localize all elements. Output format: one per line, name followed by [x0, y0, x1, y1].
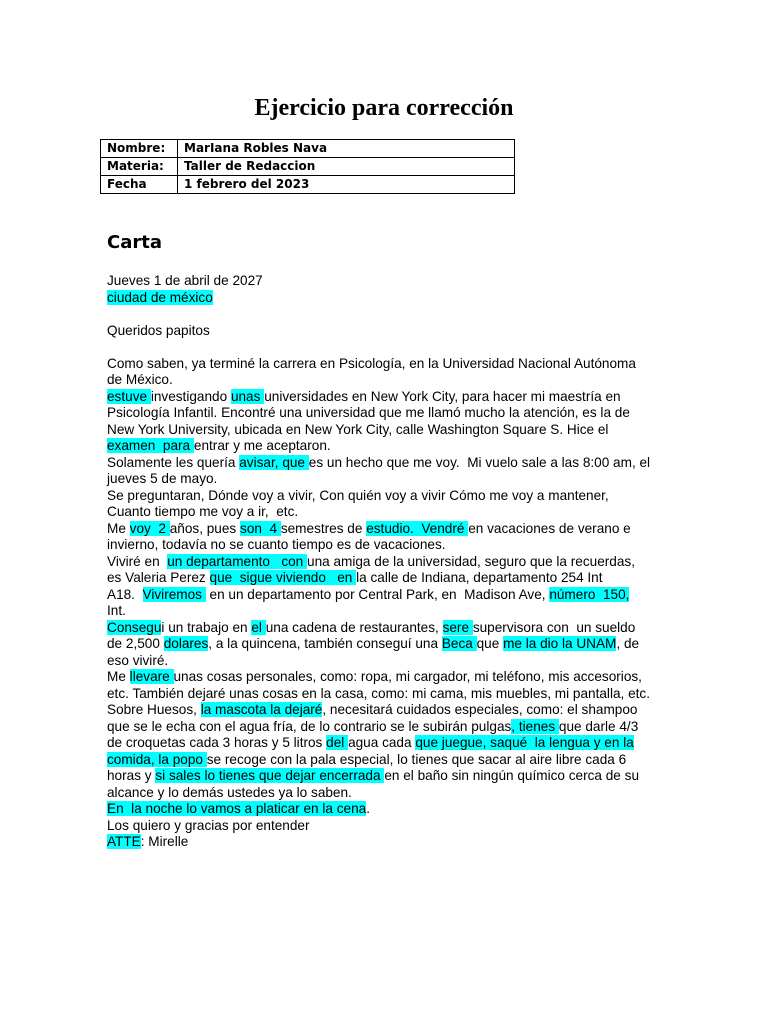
- section-title: Carta: [107, 232, 162, 253]
- letter-text: Psicología Infantil. Encontré una universidad que me llamó mucho la atención, es la de: [107, 405, 630, 420]
- highlighted-text: que sigue viviendo en: [209, 570, 357, 585]
- letter-text: agua cada: [348, 735, 416, 750]
- highlighted-text: el: [251, 619, 266, 635]
- letter-line: [107, 389, 667, 406]
- letter-text: unas cosas personales, como: ropa, mi cargador, mi teléfono, mis accesorios,: [173, 669, 642, 684]
- letter-line: [107, 768, 667, 785]
- letter-line: [107, 356, 667, 373]
- letter-line: [107, 686, 667, 703]
- highlighted-text: un departamento con: [167, 553, 308, 569]
- highlighted-text: examen para: [107, 438, 194, 453]
- letter-text: , a la quincena, también conseguí una: [208, 636, 442, 651]
- highlighted-text: si sales lo tienes que dejar encerrada: [155, 768, 385, 783]
- highlighted-text: sere: [442, 619, 473, 635]
- letter-line: [107, 669, 667, 686]
- letter-text: es Valeria Perez: [107, 570, 210, 585]
- letter-line: [107, 438, 667, 455]
- letter-text: en vacaciones de verano e: [468, 520, 631, 536]
- letter-line: [107, 834, 667, 851]
- highlighted-text: llevare: [129, 669, 174, 684]
- letter-text: de México.: [107, 372, 173, 387]
- highlighted-text: que juegue, saqué la lengua y en la: [415, 735, 634, 750]
- highlighted-text: dolares: [163, 636, 209, 651]
- letter-line: [107, 405, 667, 422]
- letter-text: Me: [107, 669, 130, 684]
- info-value: Taller de Redaccion: [178, 158, 515, 176]
- letter-line: [107, 422, 667, 439]
- info-value: MarIana Robles Nava: [178, 140, 515, 158]
- letter-text: invierno, todavía no se cuanto tiempo es de vacaciones.: [107, 537, 446, 552]
- letter-line: [107, 504, 667, 521]
- letter-text: años, pues: [169, 520, 241, 536]
- letter-text: Me: [107, 520, 130, 536]
- letter-line: [107, 818, 667, 835]
- letter-text: A18.: [107, 586, 143, 602]
- letter-body: [107, 273, 667, 851]
- letter-text: Viviré en: [107, 553, 168, 569]
- letter-line: [107, 735, 667, 752]
- letter-text: supervisora con un sueldo: [472, 619, 636, 635]
- letter-text: etc. También dejaré unas cosas en la casa, como: mi cama, mis muebles, mi pantalla, etc.: [107, 685, 650, 701]
- letter-text: universidades en New York City, para hacer mi maestría en: [264, 388, 621, 404]
- letter-text: Se preguntaran, Dónde voy a vivir, Con quién voy a vivir Cómo me voy a mantener,: [107, 487, 609, 503]
- info-row-fecha: [101, 176, 515, 194]
- highlighted-text: , tienes: [511, 718, 559, 734]
- info-label: Fecha: [101, 176, 178, 194]
- letter-text: .: [366, 801, 370, 816]
- highlighted-text: Consegu: [107, 619, 162, 635]
- letter-text: jueves 5 de mayo.: [107, 471, 218, 486]
- letter-text: semestres de: [280, 520, 367, 536]
- info-label: Materia:: [101, 158, 178, 176]
- info-row-materia: [101, 158, 515, 176]
- letter-text: se recoge con la pala especial, lo tienes que sacar al aire libre cada 6: [206, 751, 627, 767]
- letter-line: [107, 273, 667, 290]
- highlighted-text: avisar, que: [239, 454, 309, 470]
- letter-line: [107, 752, 667, 769]
- letter-line: [107, 636, 667, 653]
- highlighted-text: del: [326, 735, 349, 750]
- letter-line: [107, 570, 667, 587]
- highlighted-text: ATTE: [107, 834, 141, 849]
- letter-text: , necesitará cuidados especiales, como: el shampoo: [322, 702, 638, 717]
- letter-text: Como saben, ya terminé la carrera en Psicología, en la Universidad Nacional Autónoma: [107, 355, 636, 371]
- highlighted-text: En la noche lo vamos a platicar en la cena: [107, 801, 367, 816]
- info-table: [100, 139, 515, 194]
- letter-text: New York University, ubicada en New York City, calle Washington Square S. Hice el: [107, 421, 609, 437]
- info-row-nombre: [101, 140, 515, 158]
- letter-line: [107, 554, 667, 571]
- highlighted-text: la mascota la dejaré: [200, 702, 323, 717]
- letter-text: alcance y lo demás ustedes ya lo saben.: [107, 784, 352, 800]
- info-value: 1 febrero del 2023: [178, 176, 515, 194]
- highlighted-text: comida, la popo: [107, 751, 207, 767]
- letter-text: Queridos papitos: [107, 322, 210, 338]
- letter-text: Cuanto tiempo me voy a ir, etc.: [107, 504, 299, 519]
- document-title: Ejercicio para corrección: [254, 95, 514, 121]
- highlighted-text: estudio. Vendré: [366, 520, 469, 536]
- letter-text: en el baño sin ningún químico cerca de su: [384, 768, 639, 783]
- highlighted-text: ciudad de méxico: [107, 289, 213, 305]
- letter-line: [107, 702, 667, 719]
- letter-line: [107, 471, 667, 488]
- letter-text: de 2,500: [107, 636, 164, 651]
- highlighted-text: me la dio la UNAM: [503, 636, 617, 651]
- letter-text: Sobre Huesos,: [107, 702, 201, 717]
- info-label: Nombre:: [101, 140, 178, 158]
- letter-line: [107, 587, 667, 604]
- letter-line: [107, 653, 667, 670]
- letter-line: [107, 537, 667, 554]
- letter-text: i un trabajo en: [161, 619, 252, 635]
- letter-line: [107, 372, 667, 389]
- letter-line: [107, 801, 667, 818]
- letter-text: en un departamento por Central Park, en Madison Ave,: [205, 586, 550, 602]
- letter-text: : Mirelle: [140, 834, 189, 849]
- letter-text: una amiga de la universidad, seguro que la recuerdas,: [307, 553, 635, 569]
- letter-text: que se le echa con el agua fría, de lo contrario se le subirán pulgas: [107, 718, 512, 734]
- letter-text: Los quiero y gracias por entender: [107, 817, 310, 833]
- highlighted-text: son 4: [240, 520, 281, 536]
- letter-text: Solamente les quería: [107, 454, 240, 470]
- letter-text: horas y: [107, 768, 156, 783]
- letter-line: [107, 603, 667, 620]
- letter-text: es un hecho que me voy. Mi vuelo sale a las 8:00 am, el: [308, 454, 651, 470]
- letter-line: [107, 620, 667, 637]
- letter-text: Jueves 1 de abril de 2027: [107, 273, 263, 288]
- highlighted-text: estuve: [107, 388, 151, 404]
- letter-line: [107, 323, 667, 340]
- letter-line: [107, 488, 667, 505]
- letter-text: , de: [616, 636, 640, 651]
- letter-text: una cadena de restaurantes,: [265, 619, 443, 635]
- letter-text: entrar y me aceptaron.: [193, 438, 331, 453]
- letter-text: la calle de Indiana, departamento 254 Int: [356, 570, 603, 585]
- highlighted-text: unas: [230, 388, 265, 404]
- letter-text: que: [476, 636, 504, 651]
- letter-line: [107, 455, 667, 472]
- letter-text: investigando: [150, 388, 231, 404]
- highlighted-text: número 150,: [549, 586, 630, 602]
- letter-text: Int.: [107, 603, 126, 618]
- letter-line: [107, 521, 667, 538]
- highlighted-text: Beca: [441, 636, 477, 651]
- letter-text: que darle 4/3: [558, 718, 639, 734]
- highlighted-text: Viviremos: [142, 586, 206, 602]
- letter-line: [107, 290, 667, 307]
- highlighted-text: voy 2: [129, 520, 170, 536]
- blank-line: [107, 339, 667, 356]
- letter-line: [107, 785, 667, 802]
- letter-text: eso viviré.: [107, 652, 169, 668]
- blank-line: [107, 306, 667, 323]
- letter-line: [107, 719, 667, 736]
- letter-text: de croquetas cada 3 horas y 5 litros: [107, 735, 327, 750]
